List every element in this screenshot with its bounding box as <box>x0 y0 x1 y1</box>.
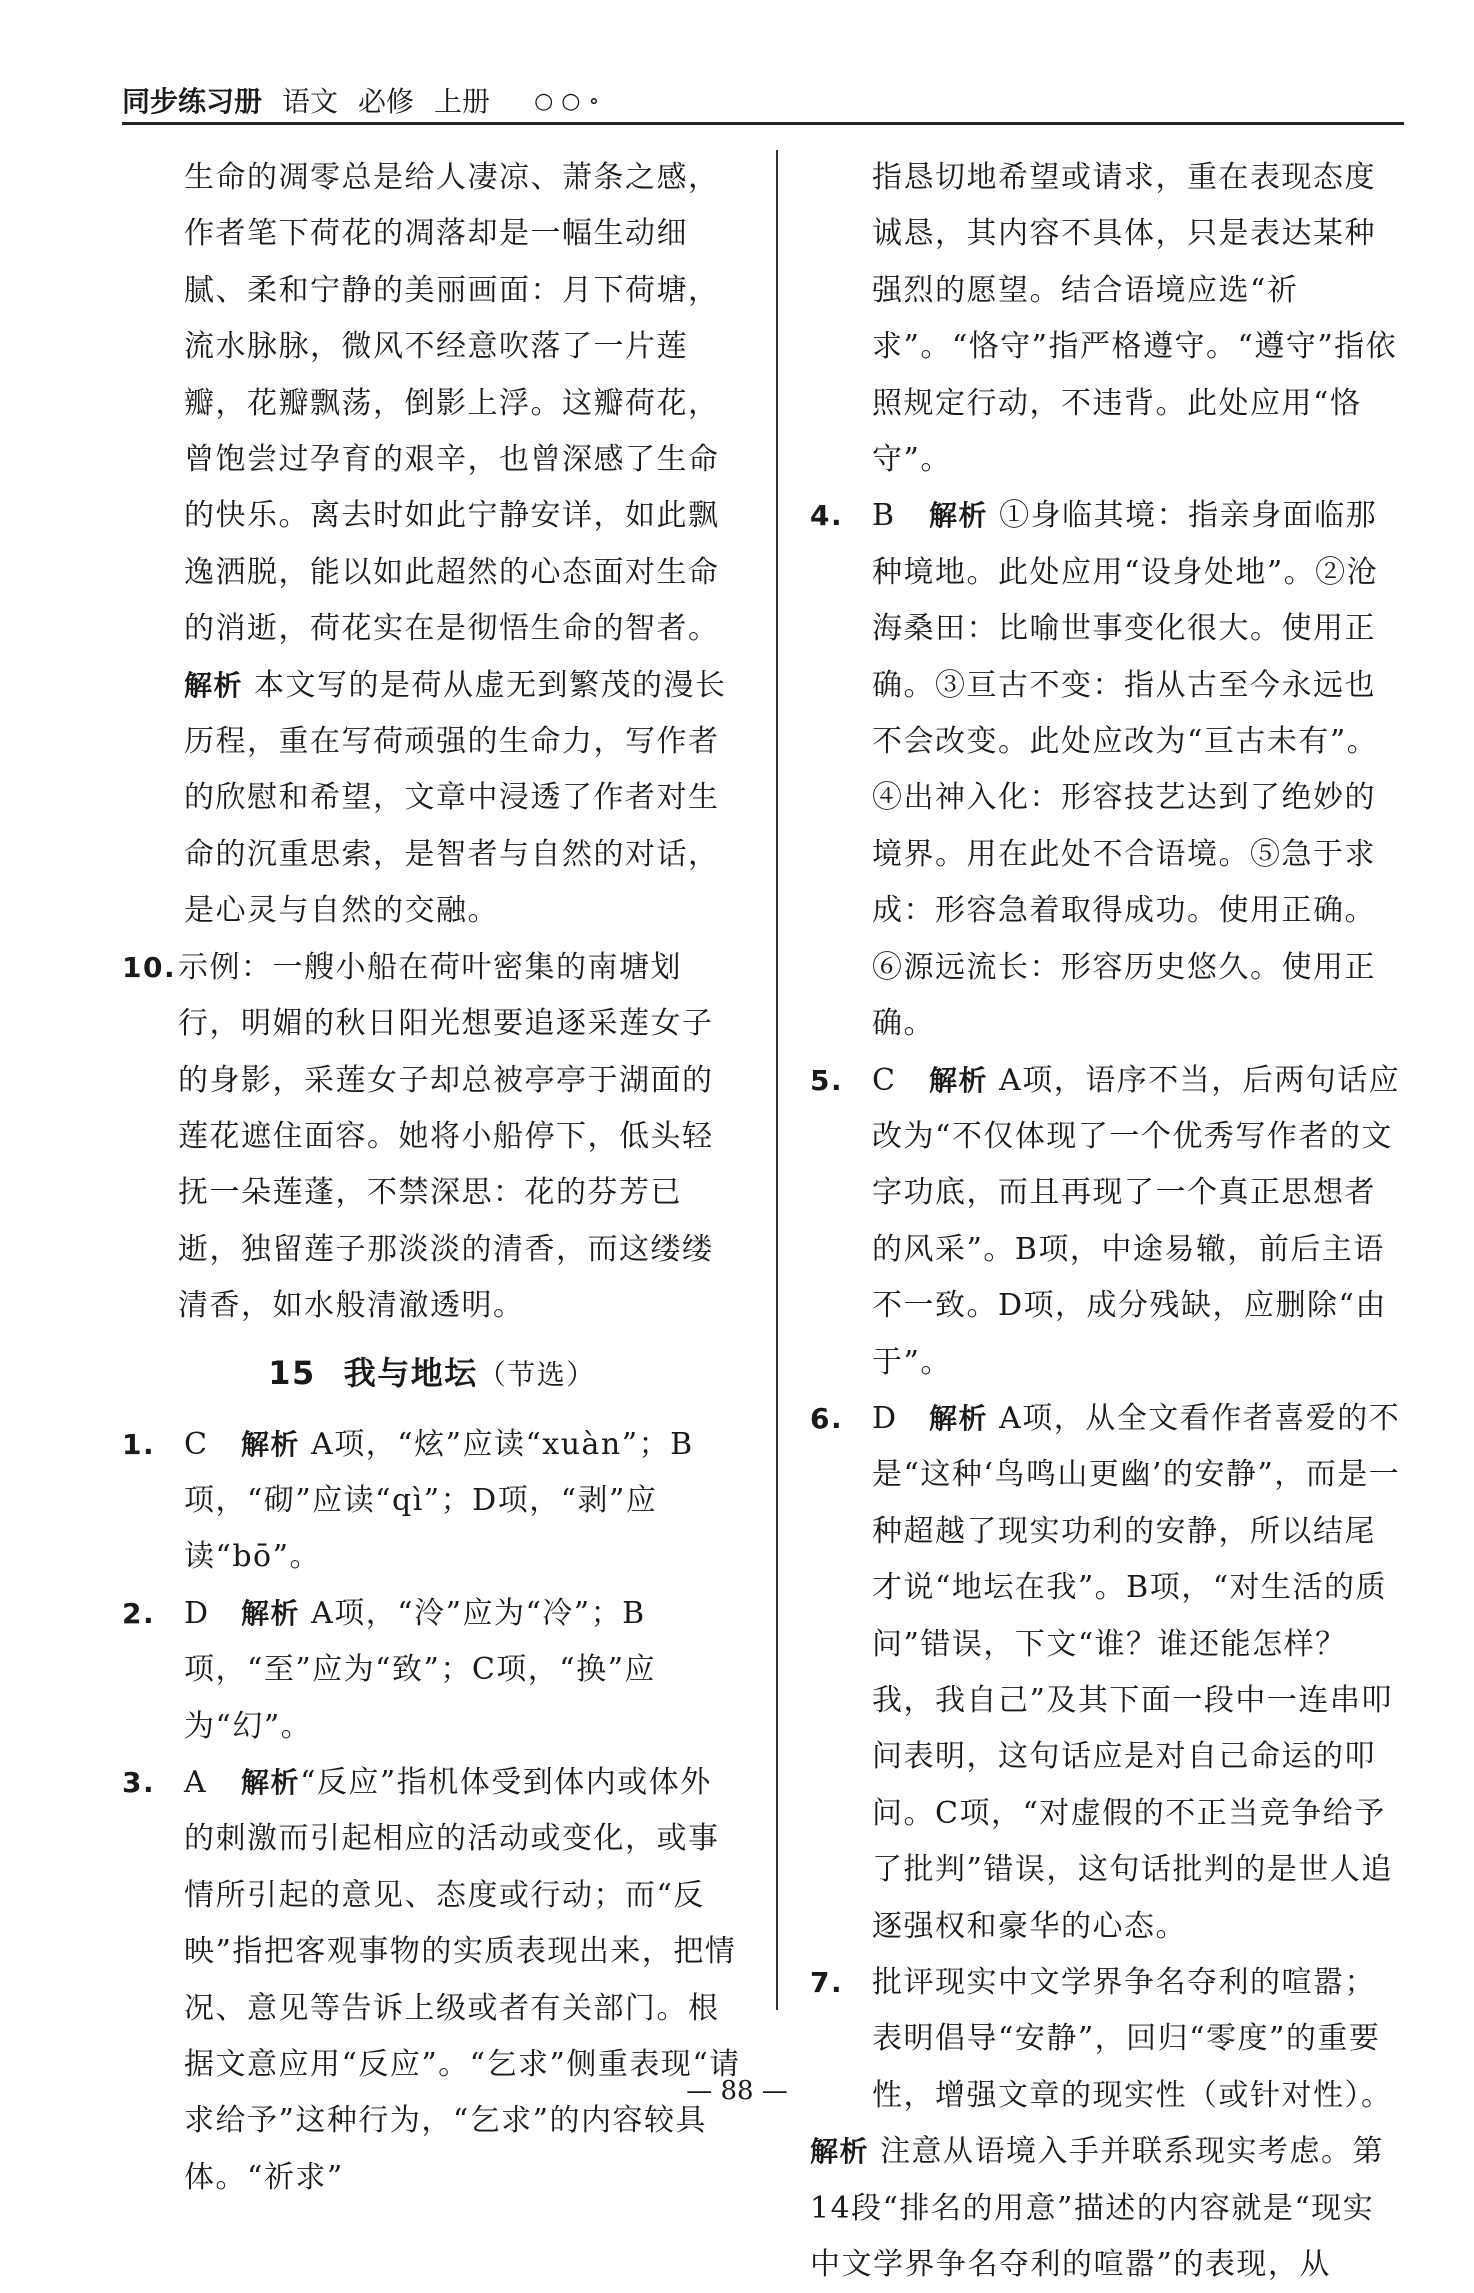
item-text: A项，“炫”应读“xuàn”；B项，“砌”应读“qì”；D项，“剥”应读“bō”。 <box>184 1426 694 1575</box>
answer-item-3 <box>122 1755 742 2206</box>
analysis-text: 注意从语境入手并联系现实考虑。第14段“排名的用意”描述的内容就是“现实中文学界争名夺利的喧嚣”的表现，从 <box>810 2134 1385 2283</box>
item-number: 6. <box>810 1401 844 1435</box>
right-column <box>810 150 1404 2293</box>
item-text: A项，“泠”应为“冷”；B项，“至”应为“致”；C项，“换”应为“幻”。 <box>184 1595 656 1744</box>
item-answer: C <box>872 1062 897 1098</box>
item-text: “反应”指机体受到体内或体外的刺激而引起相应的活动或变化，或事情所引起的意见、态度或行动；而“反映”指把客观事物的实质表现出来，把情况、意见等告诉上级或者有关部门。根据文意应用“反应”。“乞求”侧重表现“请求给予”这种行为，“乞求”的内容较具体。“祈求” <box>184 1764 741 2195</box>
item-number: 4. <box>810 499 844 533</box>
left-column <box>122 150 742 2206</box>
book-title: 同步练习册 <box>122 85 263 118</box>
item-analysis-label: 解析 <box>241 1765 301 1799</box>
answer-item-2 <box>122 1586 742 1755</box>
item-number: 3. <box>122 1765 156 1799</box>
item-text: 示例：一艘小船在荷叶密集的南塘划行，明媚的秋日阳光想要追逐采莲女子的身影，采莲女子却总被亭亭于湖面的莲花遮住面容。她将小船停下，低头轻抚一朵莲蓬，不禁深思：花的芬芳已逝，独留莲子那淡淡的清香，而这缕缕清香，如水般清澈透明。 <box>178 949 714 1324</box>
item-analysis-label: 解析 <box>241 1596 301 1630</box>
item-number: 7. <box>810 1966 844 1999</box>
section-title: 我与地坛 <box>343 1353 478 1392</box>
section-number: 15 <box>268 1353 316 1392</box>
item-answer: B <box>872 498 896 534</box>
header-dots: ○○∘ <box>534 89 608 114</box>
continued-text: 指恳切地希望或请求，重在表现态度诚恳，其内容不具体，只是表达某种强烈的愿望。结合语境应选“祈求”。“恪守”指严格遵守。“遵守”指依照规定行动，不违背。此处应用“恪守”。 <box>872 160 1398 478</box>
volume-label: 必修 <box>358 85 415 118</box>
item-answer: D <box>872 1400 898 1436</box>
answer-item-5 <box>810 1053 1404 1391</box>
item-analysis-label: 解析 <box>929 1063 989 1097</box>
item-number: 10. <box>122 950 177 984</box>
answer-item-10 <box>122 940 742 1335</box>
item-number: 2. <box>122 1596 156 1630</box>
section-heading <box>122 1341 742 1407</box>
header-rule <box>122 122 1404 125</box>
answer-item-6 <box>810 1391 1404 1955</box>
answer-item-4 <box>810 488 1404 1052</box>
analysis-label: 解析 <box>184 668 244 702</box>
item-analysis-label: 解析 <box>929 499 989 533</box>
section-subtitle: （节选） <box>477 1357 596 1391</box>
page-header <box>122 84 1404 120</box>
item-answer: C <box>184 1426 209 1462</box>
column-divider <box>776 150 778 2010</box>
item-text: 批评现实中文学界争名夺利的喧嚣；表明倡导“安静”，回归“零度”的重要性，增强文章的现实性（或针对性）。 <box>872 1965 1393 2113</box>
page-number: — 88 — <box>686 2076 788 2106</box>
subject-label: 语文 <box>282 85 339 118</box>
item-text: ①身临其境：指亲身面临那种境地。此处应用“设身处地”。②沧海桑田：比喻世事变化很大。使用正确。③亘古不变：指从古至今永远也不会改变。此处应改为“亘古未有”。④出神入化：形容技艺达到了绝妙的境界。用在此处不合语境。⑤急于求成：形容急着取得成功。使用正确。⑥源远流长：形容历史悠久。使用正确。 <box>872 498 1379 1042</box>
item-analysis-label: 解析 <box>929 1401 989 1435</box>
analysis-paragraph <box>122 658 742 940</box>
analysis-paragraph <box>810 2124 1404 2293</box>
item-answer: A <box>184 1764 208 1800</box>
item-number: 5. <box>810 1063 844 1097</box>
item-answer: D <box>184 1595 210 1631</box>
analysis-label: 解析 <box>810 2135 870 2169</box>
analysis-text: 本文写的是荷从虚无到繁茂的漫长历程，重在写荷顽强的生命力，写作者的欣慰和希望，文章中浸透了作者对生命的沉重思索，是智者与自然的对话，是心灵与自然的交融。 <box>184 667 727 929</box>
intro-paragraph: 生命的凋零总是给人凄凉、萧条之感，作者笔下荷花的凋落却是一幅生动细腻、柔和宁静的美丽画面：月下荷塘，流水脉脉，微风不经意吹落了一片莲瓣，花瓣飘荡，倒影上浮。这瓣荷花，曾饱尝过孕育的艰辛，也曾深感了生命的快乐。离去时如此宁静安详，如此飘逸洒脱，能以如此超然的心态面对生命的消逝，荷花实在是彻悟生命的智者。 <box>184 160 720 647</box>
item-text: A项，从全文看作者喜爱的不是“这种‘鸟鸣山更幽’的安静”，而是一种超越了现实功利的安静，所以结尾才说“地坛在我”。B项，“对生活的质问”错误，下文“谁？谁还能怎样？我，我自己”及其下面一段中一连串叩问表明，这句话应是对自己命运的叩问。C项，“对虚假的不正当竞争给予了批判”错误，这句话批判的是世人追逐强权和豪华的心态。 <box>872 1400 1401 1944</box>
item-analysis-label: 解析 <box>241 1427 301 1461</box>
part-label: 上册 <box>434 85 491 118</box>
item-text: A项，语序不当，后两句话应改为“不仅体现了一个优秀写作者的文字功底，而且再现了一个真正思想者的风采”。B项，中途易辙，前后主语不一致。D项，成分残缺，应删除“由于”。 <box>872 1062 1401 1380</box>
answer-item-1 <box>122 1417 742 1586</box>
item-number: 1. <box>122 1427 156 1461</box>
